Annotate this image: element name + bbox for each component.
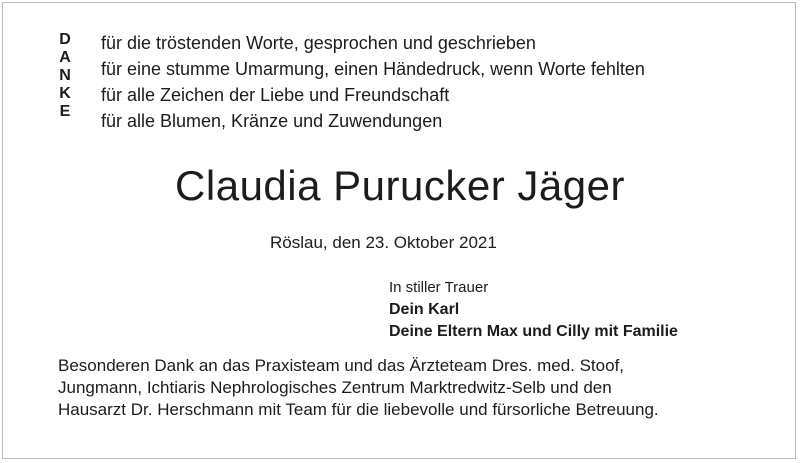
danke-vertical-word [57, 31, 73, 121]
special-thanks-line: Hausarzt Dr. Herschmann mit Team für die liebevolle und fürsorliche Betreuung. [58, 400, 659, 419]
danke-letter: D [59, 31, 71, 48]
thanks-line: für die tröstenden Worte, gesprochen und geschrieben [101, 33, 536, 53]
special-thanks [58, 355, 659, 421]
danke-letter: E [59, 103, 71, 120]
special-thanks-line: Besonderen Dank an das Praxisteam und das Ärzteteam Dres. med. Stoof, [58, 356, 625, 375]
mourner-name: Dein Karl [389, 301, 460, 318]
deceased-name: Claudia Purucker Jäger [175, 162, 625, 209]
danke-letter: A [59, 49, 71, 66]
thanks-line: für eine stumme Umarmung, einen Händedruck, wenn Worte fehlten [101, 59, 645, 79]
mourner-name: Deine Eltern Max und Cilly mit Familie [389, 323, 678, 340]
thanks-lines [101, 30, 645, 134]
danke-letter: K [59, 85, 71, 102]
mourning-intro: In stiller Trauer [389, 279, 489, 296]
mourners-block [389, 277, 678, 343]
place-date: Röslau, den 23. Oktober 2021 [270, 233, 497, 252]
special-thanks-line: Jungmann, Ichtiaris Nephrologisches Zentrum Marktredwitz-Selb und den [58, 378, 612, 397]
danke-letter: N [59, 67, 71, 84]
thanks-line: für alle Blumen, Kränze und Zuwendungen [101, 111, 443, 131]
thanks-line: für alle Zeichen der Liebe und Freundschaft [101, 85, 450, 105]
